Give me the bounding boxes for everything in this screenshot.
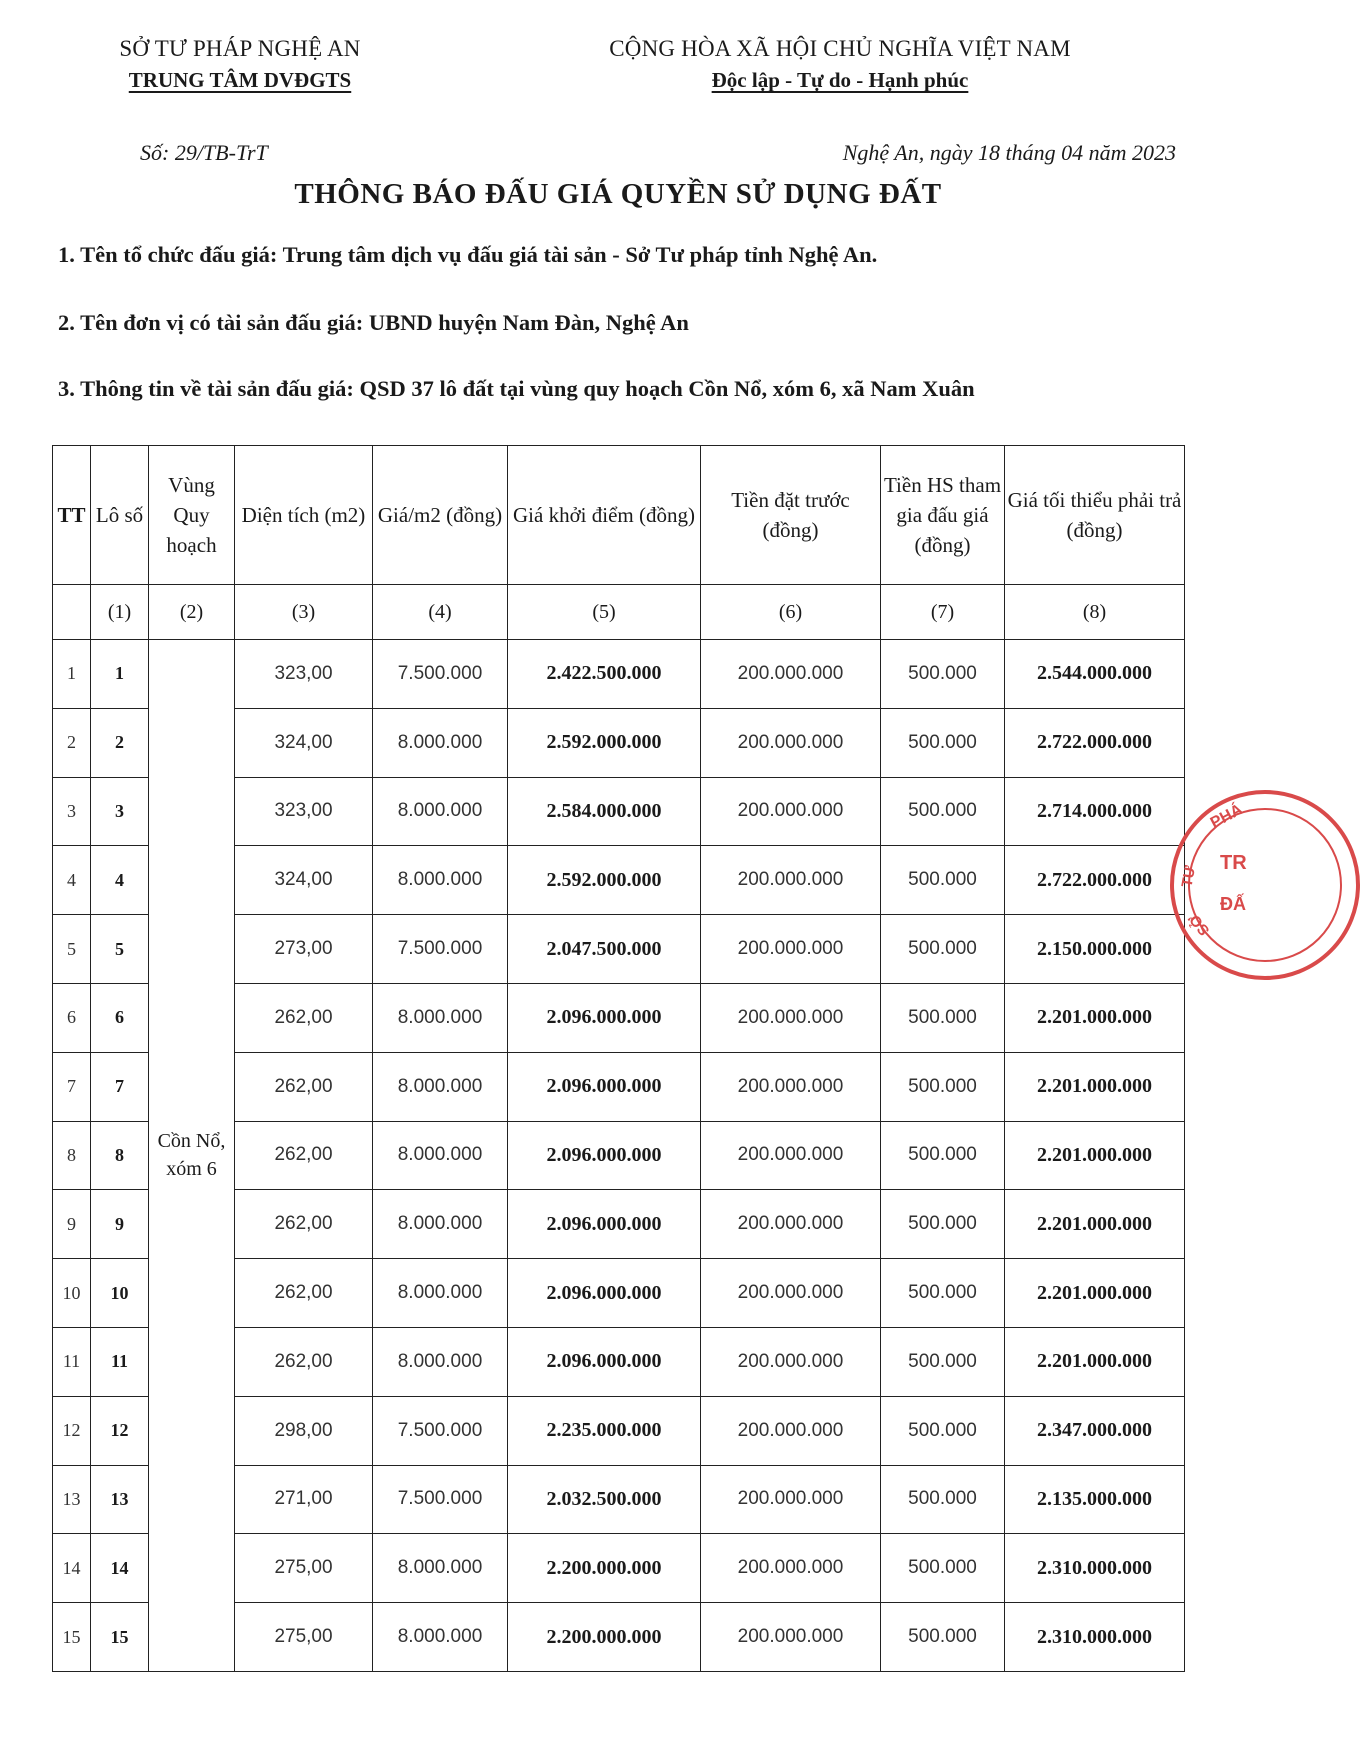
cell-lot-number: 12: [91, 1396, 149, 1465]
cell-minimum-payment: 2.201.000.000: [1005, 1327, 1185, 1396]
cell-minimum-payment: 2.201.000.000: [1005, 1259, 1185, 1328]
cell-tt: 12: [53, 1396, 91, 1465]
cell-application-fee: 500.000: [881, 708, 1005, 777]
country-name: CỘNG HÒA XÃ HỘI CHỦ NGHĨA VIỆT NAM: [609, 36, 1071, 61]
seal-text-bottom: SỞ: [1185, 910, 1214, 939]
cell-price-per-m2: 7.500.000: [373, 1465, 508, 1534]
cell-application-fee: 500.000: [881, 1396, 1005, 1465]
cell-application-fee: 500.000: [881, 1465, 1005, 1534]
seal-text-left: TƯ: [1178, 864, 1200, 889]
cell-application-fee: 500.000: [881, 915, 1005, 984]
official-seal: [1170, 790, 1360, 980]
cell-deposit: 200.000.000: [701, 777, 881, 846]
cell-minimum-payment: 2.201.000.000: [1005, 1121, 1185, 1190]
cell-minimum-payment: 2.135.000.000: [1005, 1465, 1185, 1534]
cell-price-per-m2: 8.000.000: [373, 1327, 508, 1396]
cell-price-per-m2: 8.000.000: [373, 846, 508, 915]
column-index: (5): [508, 585, 701, 640]
cell-lot-number: 6: [91, 983, 149, 1052]
cell-minimum-payment: 2.722.000.000: [1005, 708, 1185, 777]
cell-lot-number: 8: [91, 1121, 149, 1190]
cell-tt: 8: [53, 1121, 91, 1190]
table-header-row: [53, 446, 1185, 585]
cell-tt: 5: [53, 915, 91, 984]
column-index: [53, 585, 91, 640]
cell-area: 271,00: [235, 1465, 373, 1534]
column-header: Giá khởi điểm (đồng): [508, 446, 701, 585]
cell-tt: 9: [53, 1190, 91, 1259]
cell-area: 324,00: [235, 846, 373, 915]
org-name: TRUNG TÂM DVĐGTS: [128, 68, 352, 92]
cell-area: 323,00: [235, 777, 373, 846]
cell-tt: 1: [53, 640, 91, 709]
cell-application-fee: 500.000: [881, 1327, 1005, 1396]
cell-starting-price: 2.235.000.000: [508, 1396, 701, 1465]
cell-application-fee: 500.000: [881, 1121, 1005, 1190]
cell-area: 298,00: [235, 1396, 373, 1465]
cell-price-per-m2: 8.000.000: [373, 983, 508, 1052]
cell-starting-price: 2.096.000.000: [508, 1190, 701, 1259]
column-header: Lô số: [91, 446, 149, 585]
cell-area: 262,00: [235, 1052, 373, 1121]
cell-price-per-m2: 7.500.000: [373, 640, 508, 709]
cell-application-fee: 500.000: [881, 777, 1005, 846]
cell-price-per-m2: 8.000.000: [373, 1052, 508, 1121]
cell-starting-price: 2.200.000.000: [508, 1603, 701, 1672]
cell-deposit: 200.000.000: [701, 846, 881, 915]
column-header: Giá tối thiểu phải trả (đồng): [1005, 446, 1185, 585]
cell-application-fee: 500.000: [881, 1603, 1005, 1672]
cell-application-fee: 500.000: [881, 1259, 1005, 1328]
cell-minimum-payment: 2.201.000.000: [1005, 983, 1185, 1052]
document-number: Số: 29/TB-TrT: [140, 140, 268, 165]
cell-deposit: 200.000.000: [701, 1121, 881, 1190]
table-row: [53, 640, 1185, 709]
column-index: (2): [149, 585, 235, 640]
cell-starting-price: 2.096.000.000: [508, 983, 701, 1052]
cell-deposit: 200.000.000: [701, 1396, 881, 1465]
cell-deposit: 200.000.000: [701, 708, 881, 777]
cell-area: 262,00: [235, 983, 373, 1052]
cell-minimum-payment: 2.150.000.000: [1005, 915, 1185, 984]
cell-application-fee: 500.000: [881, 1052, 1005, 1121]
cell-tt: 3: [53, 777, 91, 846]
cell-tt: 13: [53, 1465, 91, 1534]
national-header: [500, 36, 1180, 93]
cell-lot-number: 5: [91, 915, 149, 984]
cell-tt: 7: [53, 1052, 91, 1121]
seal-text-top: PHÁ: [1207, 801, 1246, 832]
cell-tt: 11: [53, 1327, 91, 1396]
cell-minimum-payment: 2.347.000.000: [1005, 1396, 1185, 1465]
cell-starting-price: 2.200.000.000: [508, 1534, 701, 1603]
cell-tt: 10: [53, 1259, 91, 1328]
cell-lot-number: 3: [91, 777, 149, 846]
cell-area: 275,00: [235, 1603, 373, 1672]
cell-deposit: 200.000.000: [701, 1465, 881, 1534]
cell-starting-price: 2.032.500.000: [508, 1465, 701, 1534]
cell-planning-zone: Cồn Nổ, xóm 6: [149, 640, 235, 1672]
cell-deposit: 200.000.000: [701, 983, 881, 1052]
document-title: THÔNG BÁO ĐẤU GIÁ QUYỀN SỬ DỤNG ĐẤT: [294, 178, 942, 210]
info-item-owner: 2. Tên đơn vị có tài sản đấu giá: UBND huyện Nam Đàn, Nghệ An: [58, 310, 689, 335]
cell-starting-price: 2.592.000.000: [508, 846, 701, 915]
column-index: (3): [235, 585, 373, 640]
cell-price-per-m2: 8.000.000: [373, 777, 508, 846]
column-header: Vùng Quy hoạch: [149, 446, 235, 585]
cell-minimum-payment: 2.714.000.000: [1005, 777, 1185, 846]
cell-starting-price: 2.096.000.000: [508, 1259, 701, 1328]
cell-lot-number: 14: [91, 1534, 149, 1603]
cell-price-per-m2: 8.000.000: [373, 1534, 508, 1603]
cell-minimum-payment: 2.722.000.000: [1005, 846, 1185, 915]
cell-tt: 2: [53, 708, 91, 777]
cell-deposit: 200.000.000: [701, 1259, 881, 1328]
seal-text-center: TR: [1220, 852, 1247, 874]
cell-lot-number: 11: [91, 1327, 149, 1396]
national-motto: Độc lập - Tự do - Hạnh phúc: [711, 68, 969, 92]
column-header: TT: [53, 446, 91, 585]
cell-starting-price: 2.592.000.000: [508, 708, 701, 777]
info-item-organizer: 1. Tên tổ chức đấu giá: Trung tâm dịch vụ đấu giá tài sản - Sở Tư pháp tỉnh Nghệ An.: [58, 242, 878, 267]
column-header: Diện tích (m2): [235, 446, 373, 585]
cell-minimum-payment: 2.201.000.000: [1005, 1190, 1185, 1259]
cell-deposit: 200.000.000: [701, 1052, 881, 1121]
column-header: Giá/m2 (đồng): [373, 446, 508, 585]
cell-application-fee: 500.000: [881, 640, 1005, 709]
cell-deposit: 200.000.000: [701, 1534, 881, 1603]
column-index: (1): [91, 585, 149, 640]
cell-lot-number: 2: [91, 708, 149, 777]
column-index: (8): [1005, 585, 1185, 640]
cell-tt: 4: [53, 846, 91, 915]
cell-area: 275,00: [235, 1534, 373, 1603]
cell-deposit: 200.000.000: [701, 915, 881, 984]
org-header: [60, 36, 420, 93]
cell-minimum-payment: 2.544.000.000: [1005, 640, 1185, 709]
cell-area: 262,00: [235, 1327, 373, 1396]
column-header: Tiền đặt trước (đồng): [701, 446, 881, 585]
cell-price-per-m2: 8.000.000: [373, 1259, 508, 1328]
cell-deposit: 200.000.000: [701, 1190, 881, 1259]
cell-lot-number: 13: [91, 1465, 149, 1534]
cell-deposit: 200.000.000: [701, 640, 881, 709]
cell-lot-number: 15: [91, 1603, 149, 1672]
column-index: (6): [701, 585, 881, 640]
column-index: (7): [881, 585, 1005, 640]
cell-area: 273,00: [235, 915, 373, 984]
cell-starting-price: 2.047.500.000: [508, 915, 701, 984]
info-item-asset: 3. Thông tin về tài sản đấu giá: QSD 37 lô đất tại vùng quy hoạch Cồn Nổ, xóm 6, xã Nam Xuân: [58, 376, 975, 401]
document-date: Nghệ An, ngày 18 tháng 04 năm 2023: [842, 140, 1176, 165]
cell-lot-number: 1: [91, 640, 149, 709]
table-body: [53, 640, 1185, 1672]
auction-lots-table: [52, 445, 1185, 1672]
cell-tt: 6: [53, 983, 91, 1052]
cell-area: 323,00: [235, 640, 373, 709]
cell-lot-number: 9: [91, 1190, 149, 1259]
cell-application-fee: 500.000: [881, 1534, 1005, 1603]
cell-starting-price: 2.096.000.000: [508, 1121, 701, 1190]
cell-area: 262,00: [235, 1190, 373, 1259]
cell-price-per-m2: 8.000.000: [373, 708, 508, 777]
cell-area: 262,00: [235, 1259, 373, 1328]
cell-application-fee: 500.000: [881, 846, 1005, 915]
cell-area: 324,00: [235, 708, 373, 777]
cell-minimum-payment: 2.310.000.000: [1005, 1534, 1185, 1603]
cell-price-per-m2: 7.500.000: [373, 1396, 508, 1465]
cell-starting-price: 2.584.000.000: [508, 777, 701, 846]
cell-application-fee: 500.000: [881, 983, 1005, 1052]
cell-area: 262,00: [235, 1121, 373, 1190]
cell-lot-number: 10: [91, 1259, 149, 1328]
cell-starting-price: 2.422.500.000: [508, 640, 701, 709]
cell-price-per-m2: 8.000.000: [373, 1603, 508, 1672]
cell-price-per-m2: 7.500.000: [373, 915, 508, 984]
cell-application-fee: 500.000: [881, 1190, 1005, 1259]
cell-price-per-m2: 8.000.000: [373, 1190, 508, 1259]
cell-price-per-m2: 8.000.000: [373, 1121, 508, 1190]
cell-deposit: 200.000.000: [701, 1603, 881, 1672]
cell-lot-number: 7: [91, 1052, 149, 1121]
cell-starting-price: 2.096.000.000: [508, 1052, 701, 1121]
cell-tt: 15: [53, 1603, 91, 1672]
cell-minimum-payment: 2.201.000.000: [1005, 1052, 1185, 1121]
seal-inner-ring: [1185, 808, 1342, 962]
cell-starting-price: 2.096.000.000: [508, 1327, 701, 1396]
seal-text-center-2: ĐẤ: [1220, 894, 1246, 914]
table-index-row: [53, 585, 1185, 640]
org-parent: SỞ TƯ PHÁP NGHỆ AN: [119, 36, 361, 61]
column-header: Tiền HS tham gia đấu giá (đồng): [881, 446, 1005, 585]
column-index: (4): [373, 585, 508, 640]
cell-minimum-payment: 2.310.000.000: [1005, 1603, 1185, 1672]
cell-lot-number: 4: [91, 846, 149, 915]
cell-deposit: 200.000.000: [701, 1327, 881, 1396]
cell-tt: 14: [53, 1534, 91, 1603]
